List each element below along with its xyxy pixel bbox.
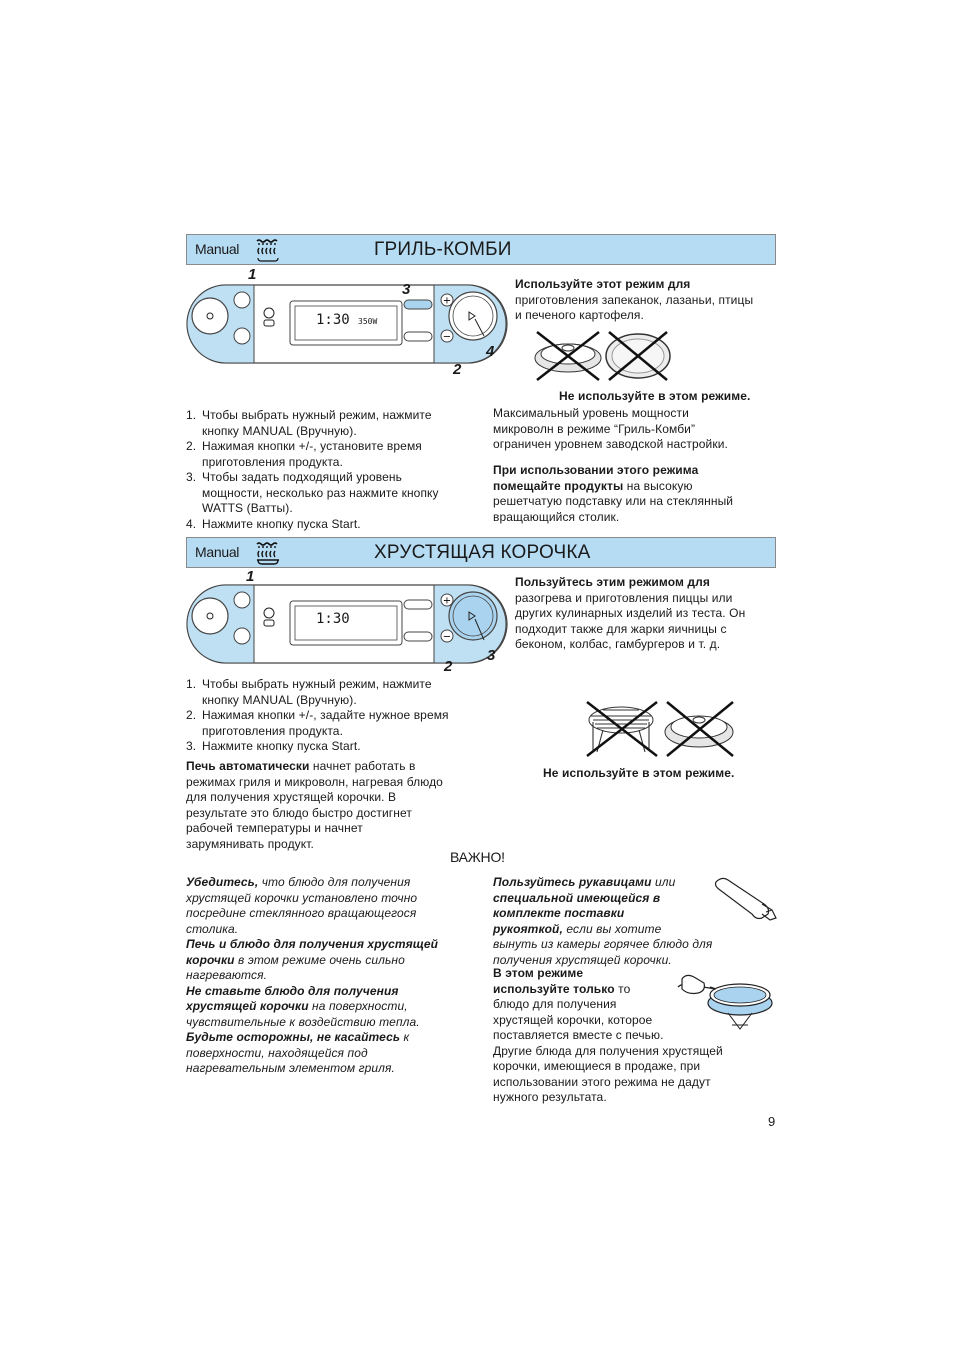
step-item: 2. Нажимая кнопки +/-, установите время приготовления продукта. (186, 439, 422, 469)
important-left-column (186, 875, 486, 1077)
callout-3: 3 (402, 281, 411, 298)
usage-paragraph: Используйте этот режим для приготовления запеканок, лазаньи, птицы и печеного картофеля. (515, 277, 754, 322)
text-line: нагревательным элементом гриля. (186, 1061, 395, 1075)
page-number: 9 (768, 1114, 776, 1129)
callout-2: 2 (453, 361, 462, 378)
text-line: В этом режиме (493, 966, 584, 980)
text-line: поверхности, находящейся под (186, 1045, 368, 1060)
section-banner-grill-combi (186, 234, 776, 265)
text-line: блюдо для получения (493, 997, 617, 1011)
important-heading: ВАЖНО! (450, 849, 505, 865)
callout-1: 1 (246, 568, 255, 585)
text-line: рукояткой, если вы хотите (493, 921, 662, 936)
manual-label: Manual (195, 241, 240, 257)
power-note: Максимальный уровень мощности микроволн в режиме “Гриль-Комби” ограничен уровнем заводской настройки. (493, 406, 728, 451)
not-use-caption: Не используйте в этом режиме. (559, 389, 751, 403)
crisp-plate-illustration (676, 965, 776, 1037)
text-line: корочки, имеющиеся в продаже, при (493, 1059, 701, 1073)
step-item: 2. Нажимая кнопки +/-, задайте нужное время приготовления продукта. (186, 708, 449, 738)
text-line: чувствительные к воздействию тепла. (186, 1014, 420, 1029)
text-line: Не ставьте блюдо для получения (186, 983, 399, 998)
section-title: ХРУСТЯЩАЯ КОРОЧКА (374, 542, 591, 563)
not-allowed-accessories-image (583, 700, 739, 758)
callout-3: 3 (487, 647, 496, 664)
svg-text:+: + (442, 595, 452, 607)
handle-illustration (712, 874, 780, 924)
manual-label: Manual (195, 544, 240, 560)
steps-list (186, 677, 486, 755)
not-use-caption: Не используйте в этом режиме. (543, 766, 735, 780)
text-line: корочки в этом режиме очень сильно (186, 952, 405, 967)
text-line: Печь и блюдо для получения хрустящей (186, 937, 439, 951)
control-panel-illustration (186, 284, 508, 364)
text-line: Другие блюда для получения хрустящей (493, 1043, 723, 1058)
display-time: 1:30 (316, 611, 350, 627)
text-line: хрустящей корочки установлено точно (186, 890, 418, 905)
control-panel-illustration (186, 584, 508, 664)
text-line: хрустящей корочки, которое (493, 1012, 653, 1027)
text-line: получения хрустящей корочки. (493, 952, 672, 967)
text-line: нагреваются. (186, 968, 268, 982)
callout-2: 2 (444, 658, 453, 675)
text-line: хрустящей корочки на поверхности, (186, 999, 408, 1013)
display-time: 1:30 (316, 312, 350, 328)
callout-1: 1 (248, 266, 257, 283)
text-line: поставляется вместе с печью. (493, 1028, 664, 1042)
section-banner-crisp (186, 537, 776, 568)
text-line: Убедитесь, что блюдо для получения (186, 875, 411, 889)
step-item: 3. Нажмите кнопку пуска Start. (186, 739, 361, 753)
text-line: комплекте поставки (493, 906, 625, 920)
step-item: 1. Чтобы выбрать нужный режим, нажмите кнопку MANUAL (Вручную). (186, 677, 432, 707)
text-line: столика. (186, 921, 239, 936)
text-line: специальной имеющейся в (493, 890, 661, 905)
text-line: Будьте осторожны, не касайтесь к (186, 1030, 410, 1044)
text-line: Пользуйтесь рукавицами или (493, 875, 676, 889)
usage-paragraph: Пользуйтесь этим режимом для разогрева и приготовления пиццы или других кулинарных изделий из теста. Он подходит также для жарки яичницы с беконом, колбас, гамбургеров и т. д. (515, 575, 746, 651)
text-line: посредине стеклянного вращающегося (186, 906, 417, 920)
step-item: 1. Чтобы выбрать нужный режим, нажмите кнопку MANUAL (Вручную). (186, 408, 432, 438)
steps-list (186, 408, 486, 532)
placement-note: При использовании этого режима помещайте продукты на высокую решетчатую подставку или на стеклянный вращающийся столик. (493, 463, 734, 524)
text-line: вынуть из камеры горячее блюдо для (493, 937, 713, 951)
section-title: ГРИЛЬ-КОМБИ (374, 239, 512, 260)
step-item: 4. Нажмите кнопку пуска Start. (186, 516, 361, 531)
not-allowed-accessories-image (533, 328, 673, 384)
auto-mode-paragraph: Печь автоматически начнет работать в режимах гриля и микроволн, нагревая блюдо для получения хрустящей корочки. В результате это блюдо быстро достигнет рабочей температуры и начнет зарумянивать продукт. (186, 759, 443, 851)
text-line: использовании этого режима не дадут (493, 1074, 711, 1089)
grill-combi-mode-icon (255, 237, 281, 263)
svg-text:−: − (442, 631, 452, 643)
important-right-italic (493, 875, 723, 968)
step-item: 3. Чтобы задать подходящий уровень мощности, несколько раз нажмите кнопку WATTS (Ватты). (186, 470, 439, 515)
callout-4: 4 (486, 343, 495, 360)
display-power: 350W (358, 317, 378, 326)
crisp-mode-icon (255, 540, 281, 566)
text-line: используйте только то (493, 981, 631, 996)
text-line: нужного результата. (493, 1090, 607, 1104)
svg-text:+: + (442, 295, 452, 307)
svg-text:−: − (442, 331, 452, 343)
